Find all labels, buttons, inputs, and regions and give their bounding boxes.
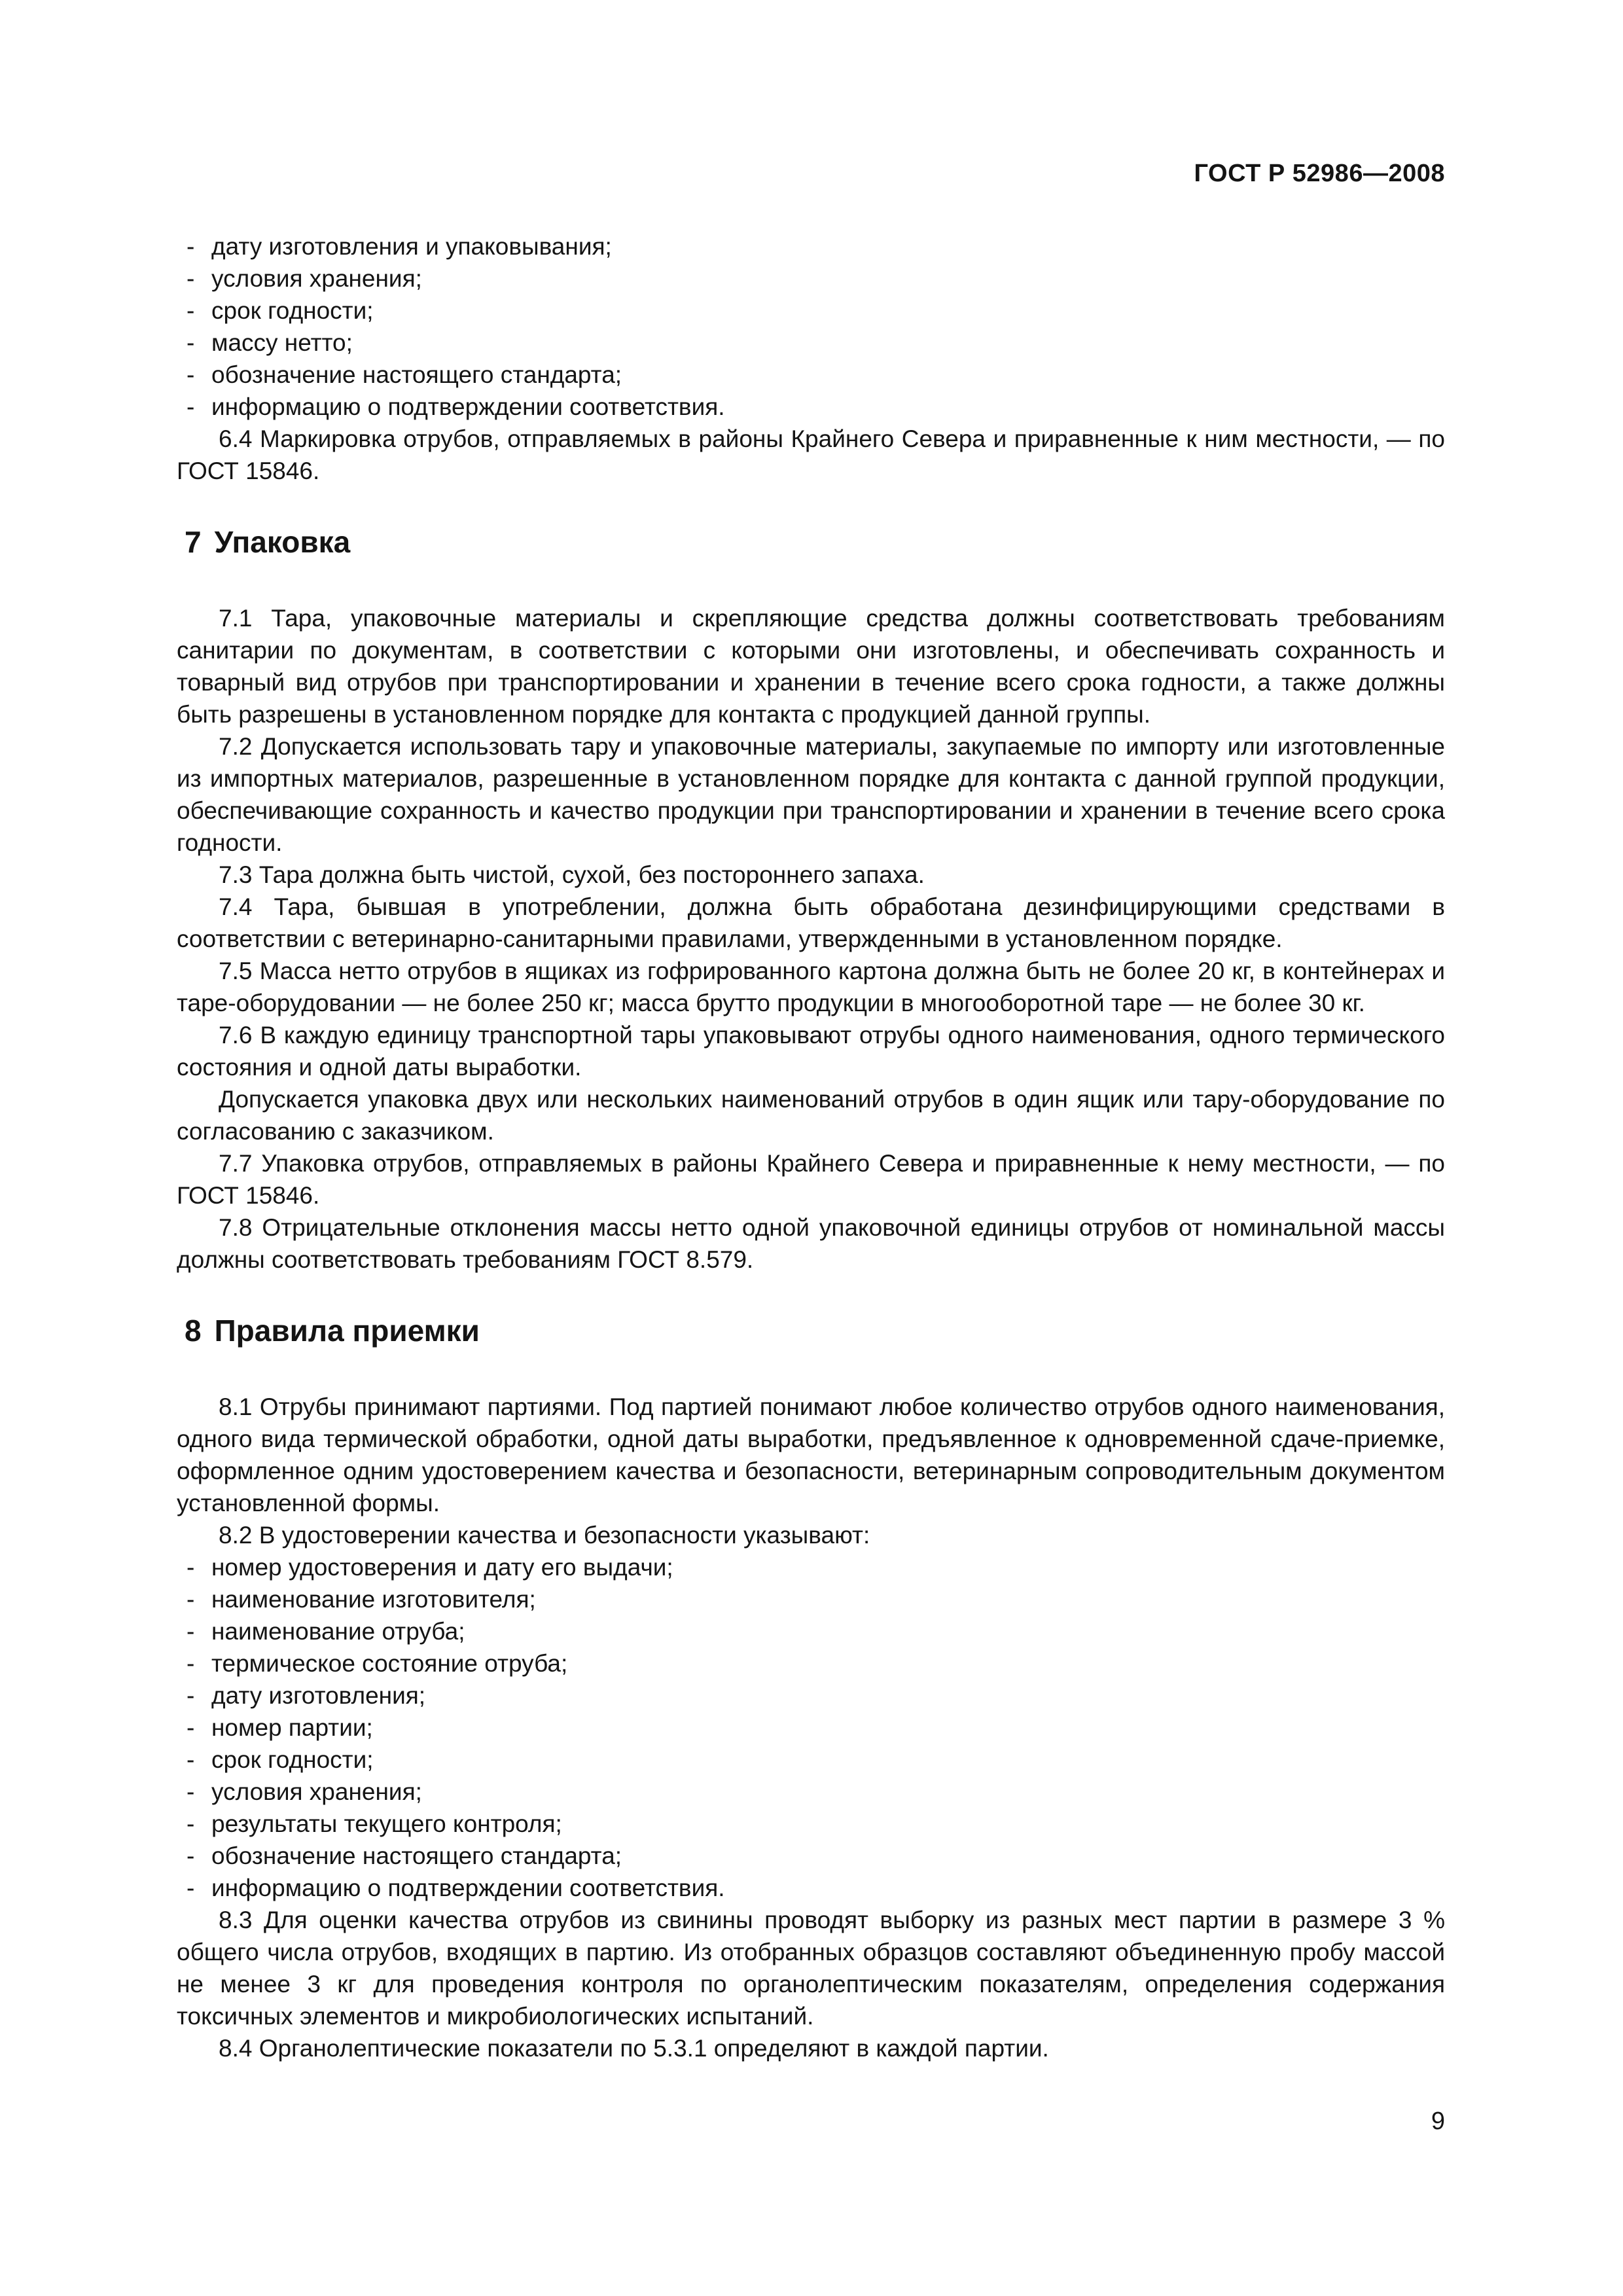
section-title: Правила приемки xyxy=(214,1314,480,1348)
list-item: - термическое состояние отруба; xyxy=(177,1647,1445,1679)
document-body xyxy=(177,230,1445,2064)
paragraph-7-8: 7.8 Отрицательные отклонения массы нетто одной упаковочной единицы отрубов от номинальной массы должны соответствовать требованиям ГОСТ 8.579. xyxy=(177,1214,1445,1273)
page-number: 9 xyxy=(1431,2108,1445,2135)
section-number: 8 xyxy=(185,1314,202,1348)
paragraph-8-1: 8.1 Отрубы принимают партиями. Под партией понимают любое количество отрубов одного наименования, одного вида термической обработки, одной даты выработки, предъявленное к одновременной сдаче-приемке, оформленное одним удостоверением качества и безопасности, ветеринарным сопроводительным документом установленной формы. xyxy=(177,1393,1445,1516)
paragraph-6-4: 6.4 Маркировка отрубов, отправляемых в районы Крайнего Севера и приравненные к ним местности, — по ГОСТ 15846. xyxy=(177,425,1445,484)
section-number: 7 xyxy=(185,525,202,559)
section-heading-8 xyxy=(177,1312,1445,1349)
paragraph-7-5: 7.5 Масса нетто отрубов в ящиках из гофрированного картона должна быть не более 20 кг, в контейнерах и таре-оборудовании — не более 250 кг; масса брутто продукции в многооборотной таре — не более 30 кг. xyxy=(177,958,1445,1016)
list-item: - информацию о подтверждении соответствия. xyxy=(177,391,1445,423)
section-title: Упаковка xyxy=(214,525,351,559)
paragraph-7-6-note: Допускается упаковка двух или нескольких наименований отрубов в один ящик или тару-оборудование по согласованию с заказчиком. xyxy=(177,1086,1445,1145)
paragraph-8-2: 8.2 В удостоверении качества и безопасности указывают: xyxy=(219,1522,870,1549)
paragraph-7-4: 7.4 Тара, бывшая в употреблении, должна быть обработана дезинфицирующими средствами в соответствии с ветеринарно-санитарными правилами, утвержденными в установленном порядке. xyxy=(177,893,1445,952)
list-item: - номер партии; xyxy=(177,1712,1445,1744)
paragraph-7-1: 7.1 Тара, упаковочные материалы и скрепляющие средства должны соответствовать требованиям санитарии по документам, в соответствии с которыми они изготовлены, и обеспечивать сохранность и товарный вид отрубов при транспортировании и хранении в течение всего срока годности, а также должны быть разрешены в установленном порядке для контакта с продукцией данной группы. xyxy=(177,605,1445,728)
list-item: - результаты текущего контроля; xyxy=(177,1808,1445,1840)
list-item: - срок годности; xyxy=(177,1744,1445,1776)
list-item: - наименование изготовителя; xyxy=(177,1583,1445,1615)
list-item: - условия хранения; xyxy=(177,1776,1445,1808)
paragraph-8-4: 8.4 Органолептические показатели по 5.3.1 определяют в каждой партии. xyxy=(219,2035,1049,2062)
list-item: - срок годности; xyxy=(177,295,1445,327)
list-item: - номер удостоверения и дату его выдачи; xyxy=(177,1551,1445,1583)
list-item: - наименование отруба; xyxy=(177,1615,1445,1647)
paragraph-7-2: 7.2 Допускается использовать тару и упаковочные материалы, закупаемые по импорту или изготовленные из импортных материалов, разрешенные в установленном порядке для контакта с данной группой продукции, обеспечивающие сохранность и качество продукции при транспортировании и хранении в течение всего срока годности. xyxy=(177,733,1445,856)
list-item: - информацию о подтверждении соответствия. xyxy=(177,1872,1445,1904)
list-item: - обозначение настоящего стандарта; xyxy=(177,359,1445,391)
marking-list xyxy=(177,230,1445,423)
list-item: - дату изготовления; xyxy=(177,1679,1445,1712)
list-item: - условия хранения; xyxy=(177,262,1445,295)
certificate-list xyxy=(177,1551,1445,1904)
paragraph-7-3: 7.3 Тара должна быть чистой, сухой, без постороннего запаха. xyxy=(219,861,925,888)
paragraph-7-7: 7.7 Упаковка отрубов, отправляемых в районы Крайнего Севера и приравненные к нему местности, — по ГОСТ 15846. xyxy=(177,1150,1445,1209)
document-header-code: ГОСТ Р 52986—2008 xyxy=(1194,160,1445,187)
paragraph-8-3: 8.3 Для оценки качества отрубов из свинины проводят выборку из разных мест партии в размере 3 % общего числа отрубов, входящих в партию. Из отобранных образцов составляют объединенную пробу массой не менее 3 кг для проведения контроля по органолептическим показателям, определения содержания токсичных элементов и микробиологических испытаний. xyxy=(177,1907,1445,2030)
paragraph-7-6: 7.6 В каждую единицу транспортной тары упаковывают отрубы одного наименования, одного термического состояния и одной даты выработки. xyxy=(177,1022,1445,1081)
list-item: - массу нетто; xyxy=(177,327,1445,359)
section-heading-7 xyxy=(177,524,1445,560)
list-item: - обозначение настоящего стандарта; xyxy=(177,1840,1445,1872)
list-item: - дату изготовления и упаковывания; xyxy=(177,230,1445,262)
